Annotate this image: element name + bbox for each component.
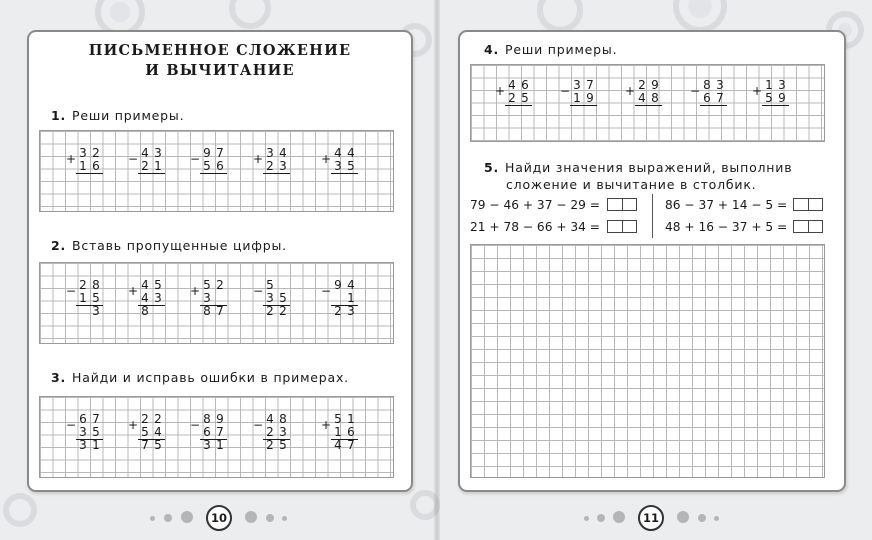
operation-sign: −: [190, 152, 201, 166]
operation-sign: +: [128, 284, 139, 298]
digit-cell: 2: [279, 304, 287, 318]
digit-cell: 4: [141, 146, 149, 160]
digit-cell: 7: [586, 78, 594, 92]
task-2-text: Вставь пропущенные цифры.: [72, 238, 287, 253]
sum-line: [263, 173, 290, 174]
digit-cell: 2: [92, 146, 100, 160]
operation-sign: −: [690, 84, 701, 98]
workspace-grid[interactable]: [470, 244, 825, 478]
digit-cell: 3: [334, 159, 342, 173]
digit-cell: 3: [716, 78, 724, 92]
sum-line: [263, 439, 290, 440]
digit-cell: 1: [573, 91, 581, 105]
task-5-number: 5.: [484, 160, 500, 175]
digit-cell: 8: [92, 278, 100, 292]
operation-sign: −: [253, 418, 264, 432]
operation-sign: −: [66, 284, 77, 298]
footer-dot: [597, 514, 605, 522]
digit-cell: [264, 173, 276, 186]
digit-cell: [139, 173, 151, 186]
footer-dot: [282, 516, 287, 521]
digit-cell: 3: [778, 78, 786, 92]
digit-cell: 5: [279, 291, 287, 305]
digit-cell: 9: [334, 278, 342, 292]
digit-cell: 5: [203, 278, 211, 292]
digit-cell: 3: [279, 159, 287, 173]
operation-sign: +: [190, 284, 201, 298]
operation-sign: +: [128, 418, 139, 432]
digit-cell: 8: [141, 304, 149, 318]
digit-cell: 3: [347, 304, 355, 318]
digit-cell: 3: [573, 78, 581, 92]
digit-cell: 2: [79, 278, 87, 292]
operation-sign: −: [128, 152, 139, 166]
footer-dot: [677, 511, 689, 523]
task-3-grid: [39, 396, 394, 478]
digit-cell: 4: [154, 425, 162, 439]
digit-cell: 7: [347, 438, 355, 452]
operation-sign: −: [321, 284, 332, 298]
digit-cell: 5: [347, 159, 355, 173]
digit-cell: 3: [79, 438, 87, 452]
digit-cell: [77, 305, 89, 318]
digit-cell: 2: [266, 159, 274, 173]
task-5-text-line2: сложение и вычитание в столбик.: [506, 177, 757, 192]
operation-sign: +: [253, 152, 264, 166]
sum-line: [700, 105, 727, 106]
book-gutter: [434, 0, 440, 540]
digit-cell: 6: [92, 159, 100, 173]
task-3-heading: [51, 370, 349, 385]
digit-cell: [152, 305, 164, 318]
sum-line: [570, 105, 597, 106]
sum-line: [331, 439, 358, 440]
digit-cell: [277, 173, 289, 186]
page-title-line1: ПИСЬМЕННОЕ СЛОЖЕНИЕ: [88, 42, 352, 59]
digit-cell: 3: [79, 425, 87, 439]
task-1-text: Реши примеры.: [72, 108, 185, 123]
operation-sign: −: [66, 418, 77, 432]
operation-sign: +: [66, 152, 77, 166]
sum-line: [138, 439, 165, 440]
sum-line: [505, 105, 532, 106]
digit-cell: 7: [216, 146, 224, 160]
operation-sign: −: [190, 418, 201, 432]
footer-dot: [164, 514, 172, 522]
sum-line: [263, 305, 290, 306]
digit-cell: 5: [521, 91, 529, 105]
digit-cell: [201, 173, 213, 186]
digit-cell: 9: [586, 91, 594, 105]
task-3-text: Найди и исправь ошибки в примерах.: [72, 370, 349, 385]
digit-cell: 4: [334, 438, 342, 452]
task-1-grid: [39, 130, 394, 212]
sum-line: [138, 305, 165, 306]
digit-cell: 8: [651, 91, 659, 105]
sum-line: [762, 105, 789, 106]
digit-cell: 6: [347, 425, 355, 439]
digit-cell: 5: [141, 425, 149, 439]
sum-line: [635, 105, 662, 106]
page-title-line2: И ВЫЧИТАНИЕ: [145, 62, 295, 79]
digit-cell: 2: [216, 278, 224, 292]
left-page: [27, 30, 413, 492]
operation-sign: −: [253, 284, 264, 298]
footer-dot: [613, 511, 625, 523]
digit-cell: 6: [79, 412, 87, 426]
digit-cell: [345, 173, 357, 186]
digit-cell: 3: [266, 291, 274, 305]
operation-sign: +: [321, 418, 332, 432]
digit-cell: 8: [203, 304, 211, 318]
sum-line: [76, 305, 103, 306]
digit-cell: 5: [92, 291, 100, 305]
digit-cell: [214, 173, 226, 186]
expression-3: 86 − 37 + 14 − 5 =: [665, 198, 788, 212]
digit-cell: 7: [216, 425, 224, 439]
digit-cell: 5: [154, 278, 162, 292]
digit-cell: 8: [703, 78, 711, 92]
expression-2: 21 + 78 − 66 + 34 =: [470, 220, 600, 234]
digit-cell: 4: [266, 412, 274, 426]
digit-cell: 4: [141, 291, 149, 305]
footer-dot: [584, 516, 589, 521]
digit-cell: 2: [508, 91, 516, 105]
sum-line: [200, 173, 227, 174]
expression-separator: [652, 194, 653, 238]
digit-cell: 7: [92, 412, 100, 426]
digit-cell: 5: [154, 438, 162, 452]
footer-dot: [181, 511, 193, 523]
footer-dot: [698, 514, 706, 522]
digit-cell: 3: [154, 291, 162, 305]
footer-dot: [714, 516, 719, 521]
digit-cell: 6: [703, 91, 711, 105]
operation-sign: +: [752, 84, 763, 98]
digit-cell: 4: [279, 146, 287, 160]
digit-cell: 2: [638, 78, 646, 92]
digit-cell: 2: [154, 412, 162, 426]
task-4-number: 4.: [484, 42, 500, 57]
sum-line: [331, 305, 358, 306]
digit-cell: 6: [203, 425, 211, 439]
sum-line: [138, 173, 165, 174]
task-2-grid: [39, 262, 394, 344]
digit-cell: 1: [79, 291, 87, 305]
sum-line: [331, 173, 358, 174]
right-page: [458, 30, 846, 492]
sum-line: [76, 173, 103, 174]
task-2-heading: [51, 238, 287, 253]
operation-sign: +: [625, 84, 636, 98]
digit-cell: 2: [141, 159, 149, 173]
sum-line: [200, 305, 227, 306]
footer-dot: [245, 511, 257, 523]
digit-cell: 1: [92, 438, 100, 452]
digit-cell: 5: [279, 438, 287, 452]
digit-cell: 3: [279, 425, 287, 439]
digit-cell: 2: [266, 304, 274, 318]
digit-cell: 1: [347, 412, 355, 426]
expression-4: 48 + 16 − 37 + 5 =: [665, 220, 788, 234]
digit-cell: [77, 173, 89, 186]
footer-dot: [150, 516, 155, 521]
digit-cell: 7: [716, 91, 724, 105]
digit-cell: 3: [266, 146, 274, 160]
task-5-heading: [484, 160, 792, 175]
digit-cell: 4: [141, 278, 149, 292]
digit-cell: 3: [203, 438, 211, 452]
answer-box-3[interactable]: [793, 198, 823, 211]
page-number-right: 11: [638, 505, 664, 531]
sum-line: [76, 439, 103, 440]
digit-cell: 3: [92, 304, 100, 318]
page-number-left: 10: [206, 505, 232, 531]
digit-cell: 2: [266, 425, 274, 439]
digit-cell: 1: [347, 291, 355, 305]
operation-sign: −: [560, 84, 571, 98]
digit-cell: 7: [141, 438, 149, 452]
digit-cell: 5: [266, 278, 274, 292]
digit-cell: 5: [334, 412, 342, 426]
digit-cell: 7: [216, 304, 224, 318]
digit-cell: 1: [154, 159, 162, 173]
digit-cell: 9: [216, 412, 224, 426]
digit-cell: 9: [203, 146, 211, 160]
digit-cell: 8: [279, 412, 287, 426]
digit-cell: 1: [79, 159, 87, 173]
task-4-heading: [484, 42, 617, 57]
task-1-heading: [51, 108, 184, 123]
digit-cell: [90, 173, 102, 186]
digit-cell: 3: [79, 146, 87, 160]
digit-cell: 2: [266, 438, 274, 452]
digit-cell: 3: [203, 291, 211, 305]
answer-box-1[interactable]: [607, 198, 637, 211]
digit-cell: 1: [216, 438, 224, 452]
digit-cell: 3: [154, 146, 162, 160]
task-2-number: 2.: [51, 238, 67, 253]
digit-cell: 2: [334, 304, 342, 318]
digit-cell: 4: [508, 78, 516, 92]
digit-cell: 4: [347, 146, 355, 160]
operation-sign: +: [495, 84, 506, 98]
digit-cell: 5: [765, 91, 773, 105]
digit-cell: [152, 173, 164, 186]
digit-cell: 4: [334, 146, 342, 160]
digit-cell: 5: [92, 425, 100, 439]
digit-cell: 1: [334, 425, 342, 439]
digit-cell: 5: [203, 159, 211, 173]
digit-cell: 6: [216, 159, 224, 173]
task-4-text: Реши примеры.: [505, 42, 618, 57]
sum-line: [200, 439, 227, 440]
digit-cell: 4: [638, 91, 646, 105]
answer-box-2[interactable]: [607, 220, 637, 233]
digit-cell: 2: [141, 412, 149, 426]
footer-dot: [266, 514, 274, 522]
digit-cell: 4: [347, 278, 355, 292]
expression-1: 79 − 46 + 37 − 29 =: [470, 198, 600, 212]
answer-box-4[interactable]: [793, 220, 823, 233]
task-5-text-line1: Найди значения выражений, выполнив: [505, 160, 793, 175]
digit-cell: 9: [651, 78, 659, 92]
operation-sign: +: [321, 152, 332, 166]
digit-cell: 6: [521, 78, 529, 92]
digit-cell: 9: [778, 91, 786, 105]
task-1-number: 1.: [51, 108, 67, 123]
digit-cell: 8: [203, 412, 211, 426]
task-4-grid: [470, 64, 825, 142]
task-3-number: 3.: [51, 370, 67, 385]
digit-cell: 1: [765, 78, 773, 92]
digit-cell: [332, 173, 344, 186]
